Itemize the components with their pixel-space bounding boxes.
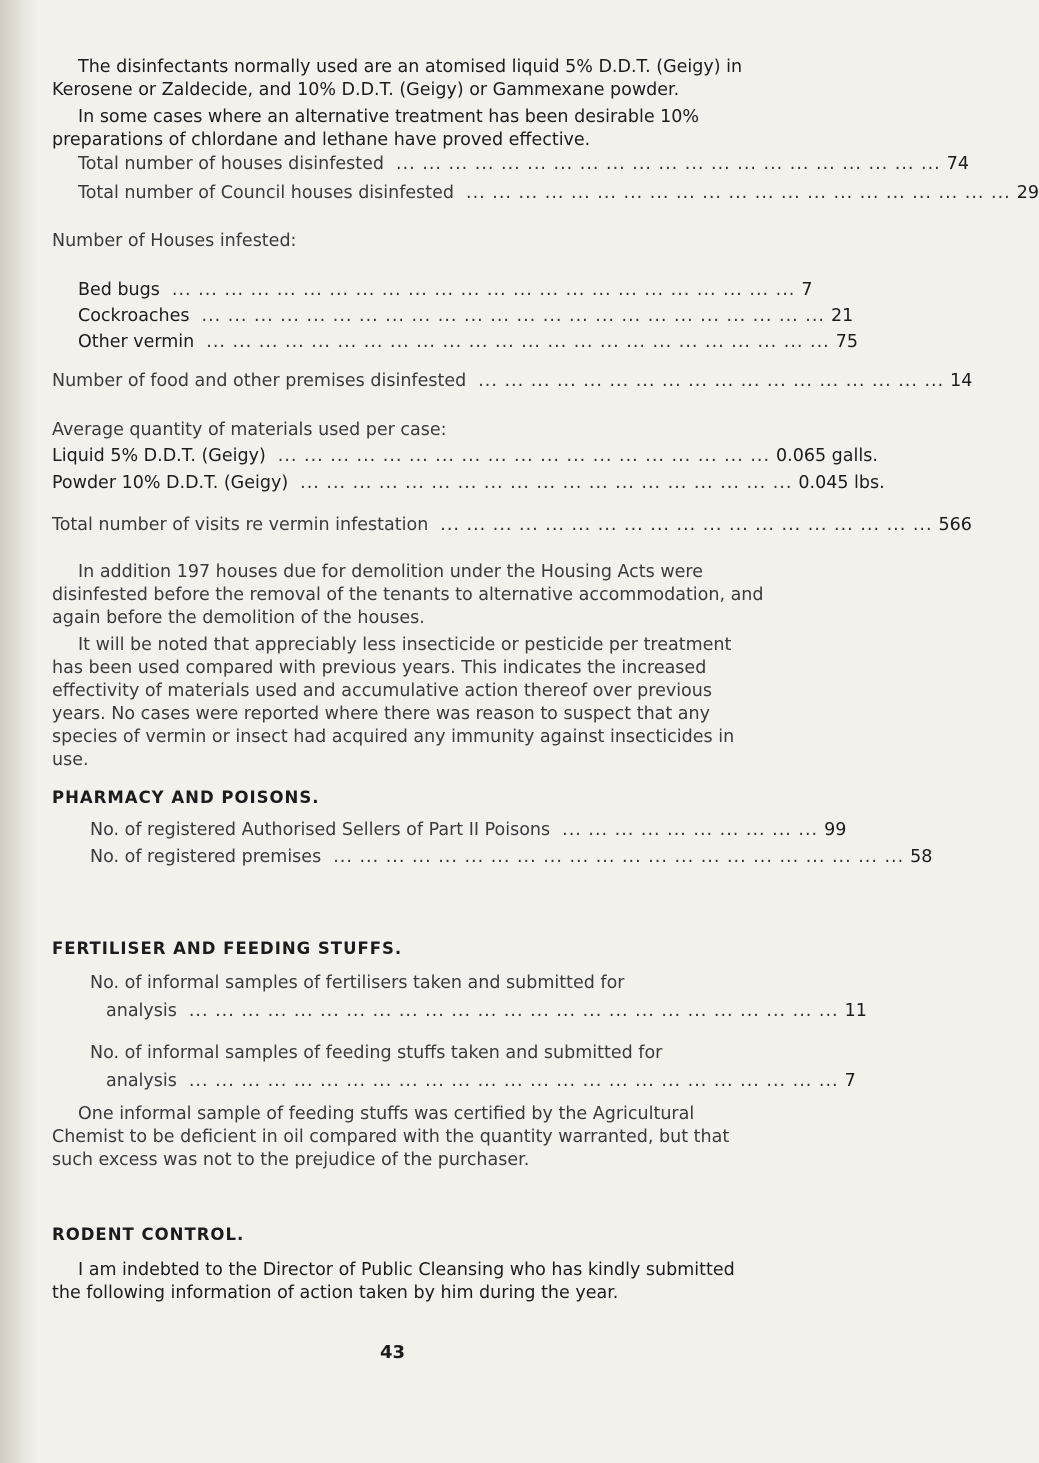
leader-dots: ... ... ... ... ... ... ... ... ... ... ... ... ... ... ... ... ... ... ... ... ... ... ... ... [201,306,825,326]
powder-value: 0.045 lbs. [798,473,885,493]
council-houses-row [78,182,1039,205]
leader-dots: ... ... ... ... ... ... ... ... ... ... ... ... ... ... ... ... ... ... ... ... ... ... [333,847,905,867]
infested-value: 7 [801,280,813,300]
pharmacy-heading: PHARMACY AND POISONS. [52,788,320,807]
fertiliser-paragraph: One informal sample of feeding stuffs was certified by the Agricultural Chemist to be deficient in oil compared with the quantity warranted, but that such excess was not to the prejudice of the purchaser. [52,1104,730,1170]
infested-row-bed-bugs [78,279,813,302]
premises-value: 58 [910,847,933,867]
leader-dots: ... ... ... ... ... ... ... ... ... ... ... ... ... ... ... ... ... ... ... [440,515,933,535]
council-houses-label: Total number of Council houses disinfested [78,183,455,203]
leader-dots: ... ... ... ... ... ... ... ... ... ... ... ... ... ... ... ... ... ... [478,371,945,391]
infested-label: Bed bugs [78,280,160,300]
materials-heading: Average quantity of materials used per case: [52,420,447,440]
infested-row-other-vermin [78,331,859,354]
food-premises-label: Number of food and other premises disinfested [52,371,467,391]
visits-row [52,514,972,537]
leader-dots: ... ... ... ... ... ... ... ... ... ... [562,820,819,840]
leader-dots: ... ... ... ... ... ... ... ... ... ... ... ... ... ... ... ... ... ... ... [277,446,771,466]
fertiliser-samples-line1: No. of informal samples of fertilisers taken and submitted for [90,973,625,993]
page-number: 43 [380,1342,406,1363]
premises-row [90,846,933,869]
visits-label: Total number of visits re vermin infestation [52,515,429,535]
leader-dots: ... ... ... ... ... ... ... ... ... ... ... ... ... ... ... ... ... ... ... ... ... ... ... ... [206,332,830,352]
leader-dots: ... ... ... ... ... ... ... ... ... ... ... ... ... ... ... ... ... ... ... ... ... ... ... ... ... [188,1071,839,1091]
leader-dots: ... ... ... ... ... ... ... ... ... ... ... ... ... ... ... ... ... ... ... [300,473,793,493]
intro-paragraph-1: The disinfectants normally used are an atomised liquid 5% D.D.T. (Geigy) in Kerosene or Zaldecide, and 10% D.D.T. (Geigy) or Gammexane powder. [52,57,743,100]
liquid-value: 0.065 galls. [776,446,878,466]
powder-row [52,472,885,495]
infested-row-cockroaches [78,305,854,328]
feeding-samples-value: 7 [844,1071,856,1091]
fertiliser-samples-row [106,1000,867,1023]
total-houses-row [78,153,970,176]
leader-dots: ... ... ... ... ... ... ... ... ... ... ... ... ... ... ... ... ... ... ... ... ... ... ... ... ... [188,1001,839,1021]
visits-value: 566 [938,515,972,535]
infested-value: 21 [831,306,854,326]
food-premises-value: 14 [950,371,973,391]
effectiveness-paragraph: It will be noted that appreciably less insecticide or pesticide per treatment has been used compared with previous years. This indicates the increased effectivity of materials used and accumulative action thereof over previous years. No cases were reported where there was reason to suspect that any species of vermin or insect had acquired any immunity against insecticides in use. [52,635,735,770]
infested-label: Other vermin [78,332,195,352]
powder-label: Powder 10% D.D.T. (Geigy) [52,473,289,493]
food-premises-row [52,370,973,393]
fertiliser-samples-value: 11 [844,1001,867,1021]
infested-heading: Number of Houses infested: [52,231,297,251]
rodent-paragraph: I am indebted to the Director of Public Cleansing who has kindly submitted the following information of action taken by him during the year. [52,1260,735,1303]
demolition-paragraph: In addition 197 houses due for demolition under the Housing Acts were disinfested before the removal of the tenants to alternative accommodation, and again before the demolition of the houses. [52,562,764,628]
infested-value: 75 [835,332,859,352]
rodent-heading: RODENT CONTROL. [52,1225,245,1244]
leader-dots: ... ... ... ... ... ... ... ... ... ... ... ... ... ... ... ... ... ... ... ... ... ... ... ... [171,280,796,300]
leader-dots: ... ... ... ... ... ... ... ... ... ... ... ... ... ... ... ... ... ... ... ... ... [466,183,1011,203]
intro-paragraph-2: In some cases where an alternative treatment has been desirable 10% preparations of chlordane and lethane have proved effective. [52,107,700,150]
infested-label: Cockroaches [78,306,190,326]
premises-label: No. of registered premises [90,847,322,867]
sellers-label: No. of registered Authorised Sellers of Part II Poisons [90,820,551,840]
sellers-row [90,819,847,842]
liquid-row [52,445,878,468]
feeding-samples-row [106,1070,856,1093]
council-houses-value: 29 [1016,183,1039,203]
liquid-label: Liquid 5% D.D.T. (Geigy) [52,446,266,466]
total-houses-value: 74 [946,154,970,174]
feeding-samples-line1: No. of informal samples of feeding stuffs taken and submitted for [90,1043,663,1063]
sellers-value: 99 [824,820,847,840]
leader-dots: ... ... ... ... ... ... ... ... ... ... ... ... ... ... ... ... ... ... ... ... ... [396,154,941,174]
fertiliser-heading: FERTILISER AND FEEDING STUFFS. [52,939,403,958]
fertiliser-samples-line2: analysis [106,1001,177,1021]
total-houses-label: Total number of houses disinfested [78,154,385,174]
feeding-samples-line2: analysis [106,1071,177,1091]
